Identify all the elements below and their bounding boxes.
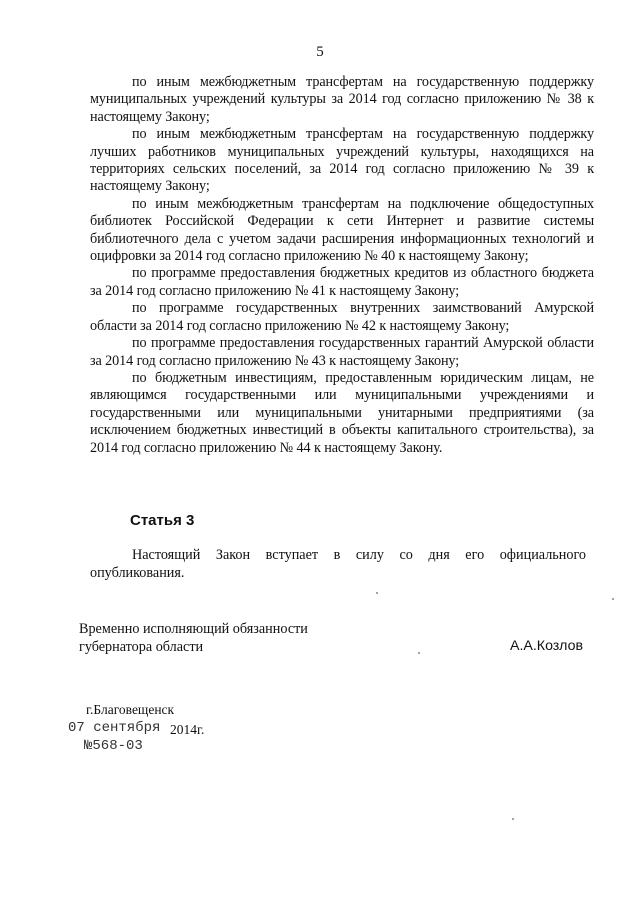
signer-title-line: Временно исполняющий обязанности [79,621,308,637]
document-body [90,74,594,457]
paragraph: по иным межбюджетным трансфертам на государственную поддержку лучших работников муниципальных учреждений культуры, находящихся на территориях сельских поселений, за 2014 год согласно приложению № 39 к настоящему Закону; [90,126,594,195]
paragraph: по программе государственных внутренних заимствований Амурской области за 2014 год согласно приложению № 42 к настоящему Закону; [90,300,594,334]
signer-title-line: губернатора области [79,639,204,655]
paragraph: по программе предоставления государственных гарантий Амурской области за 2014 год согласно приложению № 43 к настоящему Закону; [90,335,594,369]
scan-speck [376,592,378,594]
scan-speck [512,818,514,820]
signer-title [79,620,308,656]
scan-speck [612,598,614,600]
paragraph: по программе предоставления бюджетных кредитов из областного бюджета за 2014 год согласно приложению № 41 к настоящему Закону; [90,265,594,299]
date-stamp: 07 сентября [68,720,161,736]
year-handwritten: 2014г. [170,722,205,737]
paragraph: по бюджетным инвестициям, предоставленным юридическим лицам, не являющимся государственными или муниципальными учреждениями и государственными или муниципальными унитарными предприятиями (за исключением бюджетных инвестиций в объекты капитального строительства), за 2014 год согласно приложению № 44 к настоящему Закону. [90,369,594,456]
scan-speck [418,652,420,654]
paragraph: по иным межбюджетным трансфертам на подключение общедоступных библиотек Российской Федерации к сети Интернет и развитие системы библиотечного дела с учетом задачи расширения информационных технологий и оцифровки за 2014 год согласно приложению № 40 к настоящему Закону; [90,195,594,265]
article-text: Настоящий Закон вступает в силу со дня его официального опубликования. [90,547,586,581]
article-title: Статья 3 [130,512,195,529]
signer-name: А.А.Козлов [510,638,584,654]
page-number: 5 [316,44,324,60]
number-stamp: №568-03 [84,738,143,754]
city-label: г.Благовещенск [86,702,175,717]
paragraph: по иным межбюджетным трансфертам на государственную поддержку муниципальных учреждений культуры за 2014 год согласно приложению № 38 к настоящему Закону; [90,74,594,125]
